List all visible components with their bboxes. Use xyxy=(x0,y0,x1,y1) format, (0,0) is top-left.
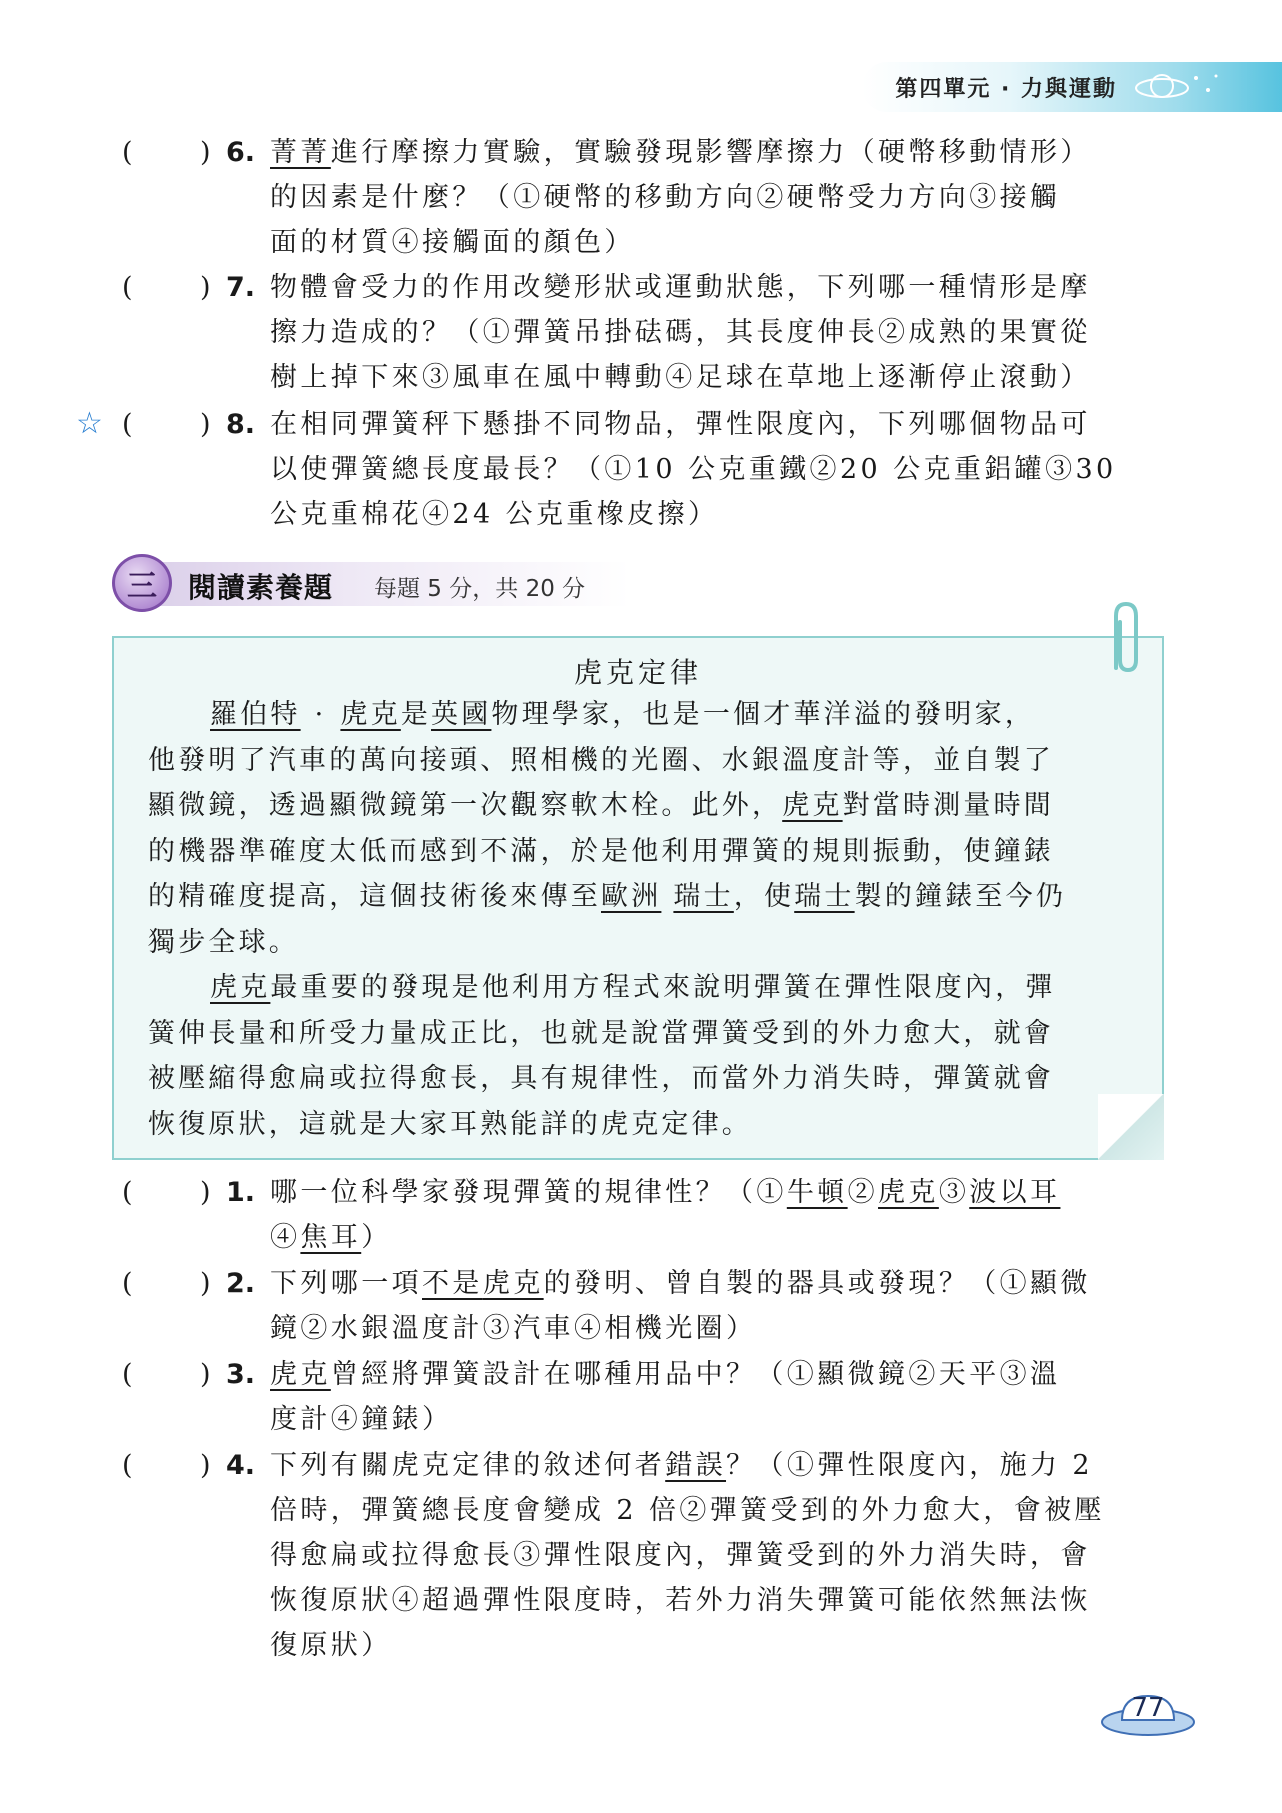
section-header xyxy=(112,552,632,614)
question-number: 6. xyxy=(226,137,256,168)
reading-question-4: ( ) 4. 下列有關虎克定律的敘述何者錯誤？（①彈性限度內，施力 2 倍時，彈簧總長度會變成 2 倍②彈簧受到的外力愈大，會被壓 得愈扁或拉得愈長③彈性限度內，彈簧受到的外力消失時，會 恢復原狀④超過彈性限度時，若外力消失彈簧可能依然無法恢 復原狀） xyxy=(122,1443,1172,1668)
planet-decoration-icon xyxy=(1132,66,1222,108)
reading-title: 虎克定律 xyxy=(573,656,702,689)
section-title: 閱讀素養題 xyxy=(188,571,334,604)
star-icon: ☆ xyxy=(76,406,103,441)
page-number: 77 xyxy=(1131,1693,1165,1723)
question-7: ( ) 7. 物體會受力的作用改變形狀或運動狀態，下列哪一種情形是摩 擦力造成的？（①彈簧吊掛砝碼，其長度伸長②成熟的果實從 樹上掉下來③風車在風中轉動④足球在草地上逐漸停止滾動） xyxy=(122,265,1172,400)
reading-question-1: ( ) 1. 哪一位科學家發現彈簧的規律性？（①牛頓②虎克③波以耳 ④焦耳） xyxy=(122,1170,1172,1260)
question-8: ( ) 8. 在相同彈簧秤下懸掛不同物品，彈性限度內，下列哪個物品可 以使彈簧總長度最長？（①10 公克重鐵②20 公克重鋁罐③30 公克重棉花④24 公克重橡皮擦） xyxy=(122,402,1172,537)
question-number: 8. xyxy=(226,409,256,440)
question-number: 7. xyxy=(226,272,256,303)
section-number-badge: 三 xyxy=(112,554,172,612)
question-number: 2. xyxy=(226,1268,256,1299)
question-number: 3. xyxy=(226,1359,256,1390)
section-score: 每題 5 分，共 20 分 xyxy=(374,576,586,602)
question-number: 4. xyxy=(226,1450,256,1481)
reading-question-2: ( ) 2. 下列哪一項不是虎克的發明、曾自製的器具或發現？（①顯微 鏡②水銀溫度計③汽車④相機光圈） xyxy=(122,1261,1172,1351)
person-name: 菁菁 xyxy=(270,137,331,168)
reading-question-3: ( ) 3. 虎克曾經將彈簧設計在哪種用品中？（①顯微鏡②天平③溫 度計④鐘錶） xyxy=(122,1352,1172,1442)
question-6: ( ) 6. 菁菁進行摩擦力實驗，實驗發現影響摩擦力（硬幣移動情形） 的因素是什麼？（①硬幣的移動方向②硬幣受力方向③接觸 面的材質④接觸面的顏色） xyxy=(122,130,1172,265)
unit-title: 第四單元 · 力與運動 xyxy=(895,77,1117,102)
question-number: 1. xyxy=(226,1177,256,1208)
reading-paragraph-2: 虎克最重要的發現是他利用方程式來說明彈簧在彈性限度內，彈 簧伸長量和所受力量成正比，也就是說當彈簧受到的外力愈大，就會 被壓縮得愈扁或拉得愈長，具有規律性，而當外力消失時，彈簧就會 恢復原狀，這就是大家耳熟能詳的虎克定律。 xyxy=(148,972,1056,1140)
reading-paragraph-1: 羅伯特 · 虎克是英國物理學家，也是一個才華洋溢的發明家， 他發明了汽車的萬向接頭、照相機的光圈、水銀溫度計等，並自製了 顯微鏡，透過顯微鏡第一次觀察軟木栓。此外，虎克對當時測量時間 的機器準確度太低而感到不滿，於是他利用彈簧的規則振動，使鐘錶 的精確度提高，這個技術後來傳至歐洲 瑞士，使瑞士製的鐘錶至今仍 獨步全球。 xyxy=(148,699,1067,958)
